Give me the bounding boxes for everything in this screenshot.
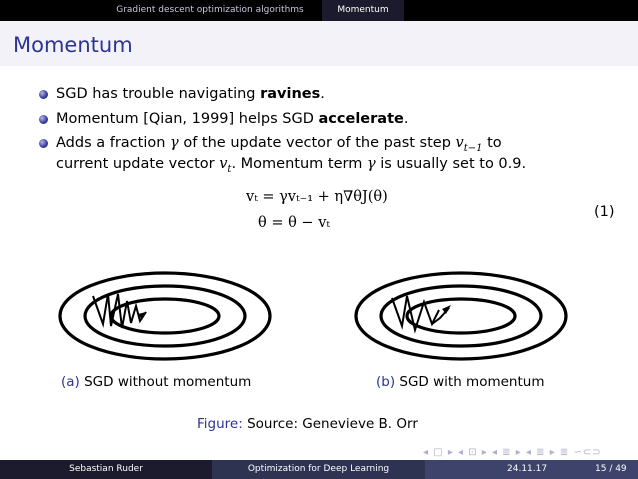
bullet-text: . Momentum term [231, 156, 367, 172]
bullet-ball-icon [39, 90, 48, 99]
math-v: v [219, 156, 228, 172]
bullet-text: Adds a fraction [56, 135, 171, 151]
footer-author: Sebastian Ruder [0, 460, 212, 479]
bullet-text: of the update vector of the past step [178, 135, 456, 151]
page-title: Momentum [13, 33, 133, 57]
bullet-text: Momentum [Qian, 1999] helps SGD [56, 111, 319, 127]
equation-line-2: θ = θ − vₜ [258, 215, 330, 231]
footer-bar [0, 460, 638, 479]
bullet-text: current update vector [56, 156, 220, 172]
path-arrowhead-icon [442, 305, 451, 314]
footer-page-number: 15 / 49 [595, 464, 627, 474]
header-nav-bar [0, 0, 638, 21]
bullet-item-2 [56, 110, 408, 129]
frame-title-bar [0, 21, 638, 66]
math-subscript: t−1 [463, 142, 483, 154]
bullet-text: to [482, 135, 502, 151]
caption-label: (a) [61, 374, 80, 390]
bullet-bold-text: accelerate [318, 111, 404, 127]
equation-line-1: vₜ = γvₜ₋₁ + η∇θJ(θ) [246, 189, 388, 205]
bullet-text: is usually set to 0.9. [375, 156, 527, 172]
figure-sgd-with-momentum [352, 268, 570, 364]
nav-section-momentum[interactable]: Momentum [322, 0, 404, 21]
figure-sgd-without-momentum [56, 268, 274, 364]
math-v: v [455, 135, 464, 151]
subfigure-caption-b [376, 374, 544, 390]
figure-caption-text: Source: Genevieve B. Orr [242, 416, 418, 432]
math-gamma: γ [170, 135, 179, 151]
caption-text: SGD without momentum [79, 374, 252, 390]
math-subscript: t [227, 163, 232, 175]
bullet-ball-icon [39, 115, 48, 124]
figure-caption [197, 416, 418, 432]
bullet-bold-text: ravines [260, 86, 321, 102]
figure-caption-label: Figure: [197, 416, 243, 432]
bullet-text: SGD has trouble navigating [56, 86, 261, 102]
bullet-ball-icon [39, 139, 48, 148]
math-gamma: γ [366, 156, 376, 172]
subfigure-caption-a [61, 374, 251, 390]
equation-number: (1) [594, 204, 615, 220]
footer-date-page [425, 460, 638, 479]
bullet-item-1 [56, 85, 325, 104]
caption-label: (b) [376, 374, 396, 390]
bullet-text: . [320, 86, 325, 102]
contour-ellipse-middle [381, 286, 541, 346]
nav-section-gradient-descent[interactable]: Gradient descent optimization algorithms [116, 5, 304, 15]
bullet-text: . [403, 111, 409, 127]
caption-text: SGD with momentum [395, 374, 545, 390]
footer-date: 24.11.17 [507, 464, 548, 474]
bullet-item-3-line-2 [56, 155, 526, 179]
footer-title: Optimization for Deep Learning [212, 460, 425, 479]
beamer-navigation-symbols[interactable]: ◂ □ ▸ ◂ ⊡ ▸ ◂ ≣ ▸ ◂ ≣ ▸ ≣ ∽⊂⊃ [423, 447, 602, 458]
